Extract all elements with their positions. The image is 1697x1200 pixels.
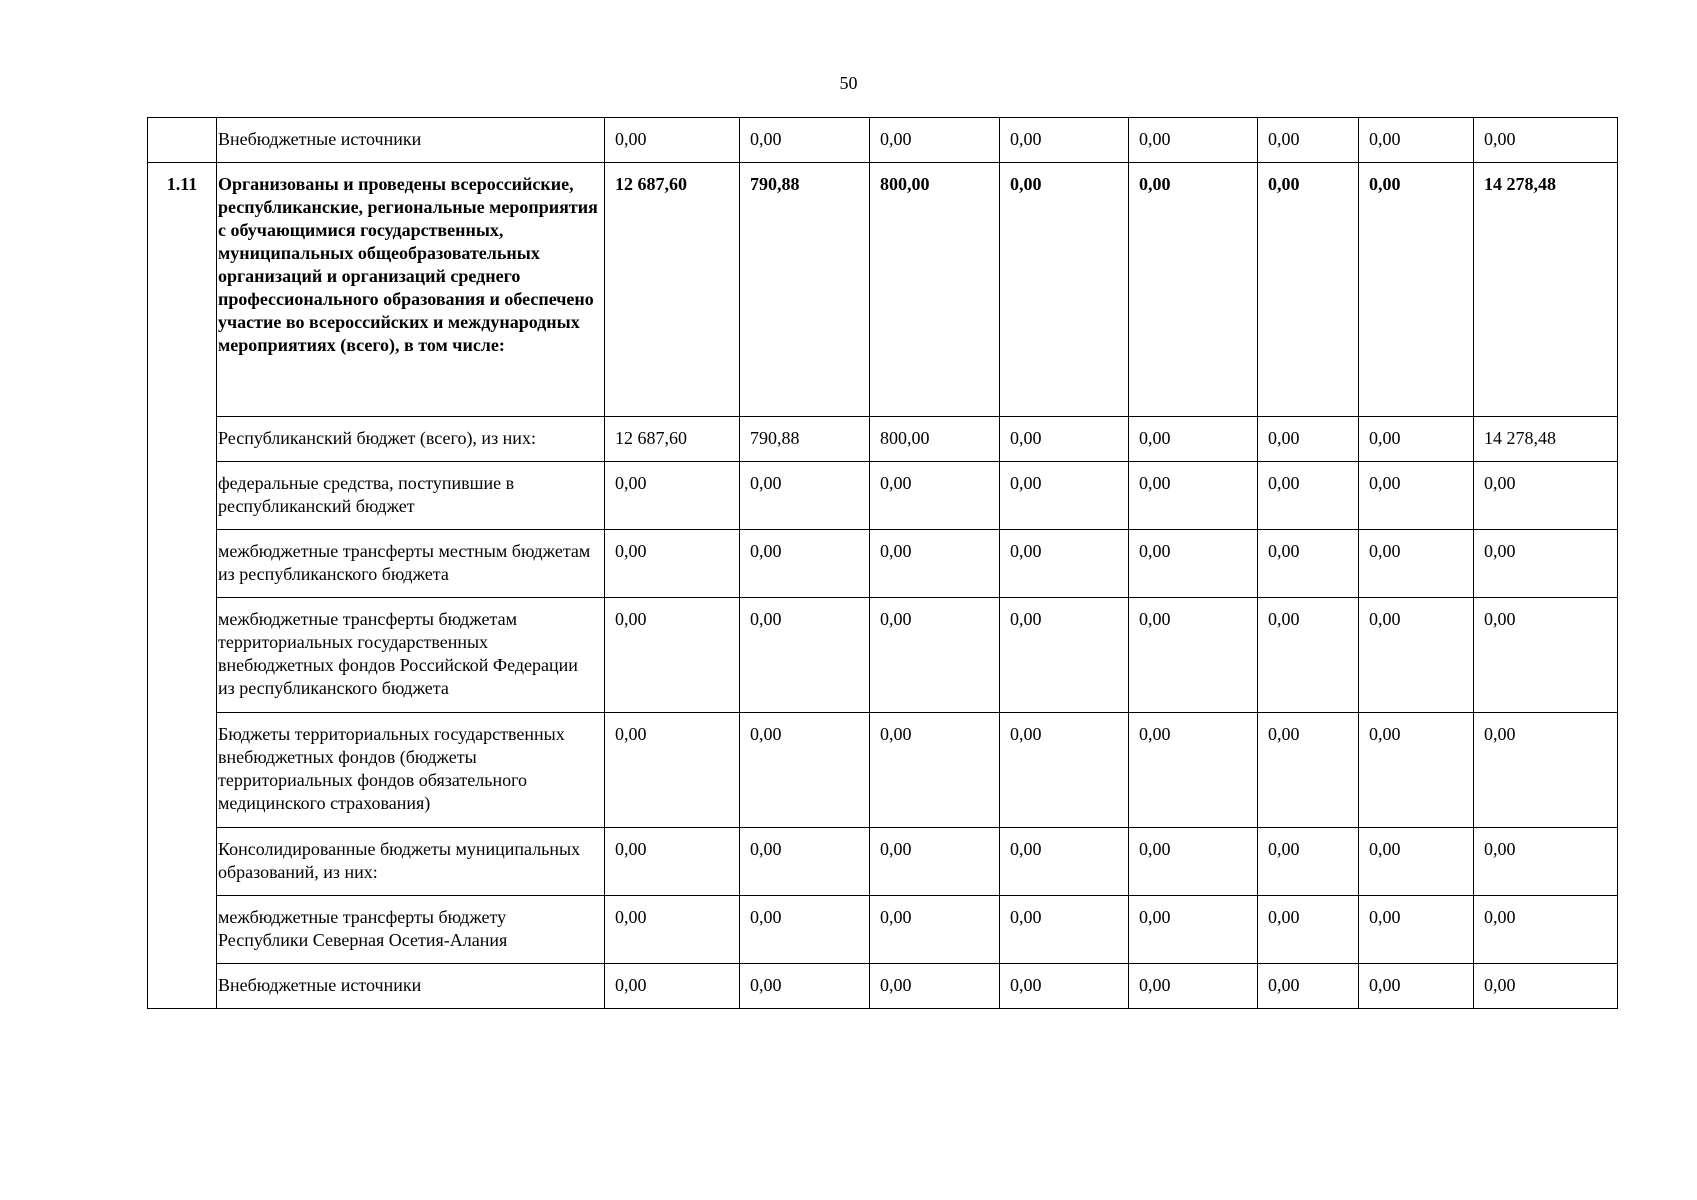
value-cell: 0,00	[740, 118, 870, 163]
table-row	[148, 828, 1618, 896]
value-cell: 0,00	[740, 598, 870, 713]
value-cell: 0,00	[1000, 713, 1129, 828]
value-cell: 0,00	[1258, 530, 1359, 598]
value-cell: 0,00	[870, 530, 1000, 598]
value-cell: 0,00	[605, 530, 740, 598]
value-cell: 0,00	[1359, 417, 1474, 462]
value-cell: 0,00	[870, 462, 1000, 530]
value-cell: 0,00	[870, 828, 1000, 896]
page-number: 50	[839, 73, 858, 93]
value-cell: 0,00	[605, 964, 740, 1009]
value-cell: 0,00	[1359, 896, 1474, 964]
value-cell: 0,00	[1474, 598, 1618, 713]
value-cell: 0,00	[605, 828, 740, 896]
value-cell: 0,00	[870, 713, 1000, 828]
value-cell: 0,00	[605, 713, 740, 828]
value-cell: 0,00	[1000, 163, 1129, 417]
value-cell: 14 278,48	[1474, 163, 1618, 417]
value-cell: 0,00	[1000, 598, 1129, 713]
value-cell: 0,00	[740, 896, 870, 964]
value-cell: 0,00	[1000, 462, 1129, 530]
value-cell: 0,00	[1129, 713, 1258, 828]
value-cell: 0,00	[1359, 530, 1474, 598]
value-cell: 0,00	[605, 598, 740, 713]
value-cell: 790,88	[740, 163, 870, 417]
value-cell: 0,00	[1258, 462, 1359, 530]
value-cell: 0,00	[1359, 118, 1474, 163]
value-cell: 0,00	[1359, 713, 1474, 828]
value-cell: 0,00	[740, 713, 870, 828]
row-label: Организованы и проведены всероссийские, республиканские, региональные мероприятия с обучающимися государственных, муниципальных общеобразовательных организаций и организаций среднего профессионального образования и обеспечено участие во всероссийских и международных мероприятиях (всего), в том числе:	[217, 163, 605, 417]
value-cell: 0,00	[740, 462, 870, 530]
value-cell: 0,00	[740, 828, 870, 896]
table-row	[148, 163, 1618, 417]
value-cell: 0,00	[1258, 828, 1359, 896]
value-cell: 0,00	[1258, 417, 1359, 462]
value-cell: 0,00	[1474, 462, 1618, 530]
row-label: межбюджетные трансферты местным бюджетам из республиканского бюджета	[217, 530, 605, 598]
value-cell: 0,00	[1129, 163, 1258, 417]
value-cell: 12 687,60	[605, 163, 740, 417]
value-cell: 0,00	[870, 964, 1000, 1009]
value-cell: 0,00	[1129, 598, 1258, 713]
value-cell: 0,00	[605, 118, 740, 163]
table-row	[148, 964, 1618, 1009]
value-cell: 0,00	[740, 530, 870, 598]
row-label: Внебюджетные источники	[217, 118, 605, 163]
table-row	[148, 118, 1618, 163]
value-cell: 14 278,48	[1474, 417, 1618, 462]
table-row	[148, 896, 1618, 964]
value-cell: 790,88	[740, 417, 870, 462]
row-label: федеральные средства, поступившие в республиканский бюджет	[217, 462, 605, 530]
value-cell: 0,00	[1359, 163, 1474, 417]
value-cell: 0,00	[1129, 462, 1258, 530]
table-row	[148, 417, 1618, 462]
value-cell: 0,00	[1000, 896, 1129, 964]
value-cell: 0,00	[1258, 964, 1359, 1009]
row-number-cell	[148, 118, 217, 163]
value-cell: 0,00	[1000, 530, 1129, 598]
row-label: межбюджетные трансферты бюджетам территориальных государственных внебюджетных фондов Российской Федерации из республиканского бюджета	[217, 598, 605, 713]
value-cell: 0,00	[1258, 896, 1359, 964]
value-cell: 0,00	[1474, 828, 1618, 896]
value-cell: 0,00	[1258, 713, 1359, 828]
value-cell: 0,00	[1474, 118, 1618, 163]
value-cell: 0,00	[1129, 896, 1258, 964]
row-label: межбюджетные трансферты бюджету Республики Северная Осетия-Алания	[217, 896, 605, 964]
value-cell: 0,00	[1129, 118, 1258, 163]
row-label: Внебюджетные источники	[217, 964, 605, 1009]
value-cell: 0,00	[740, 964, 870, 1009]
value-cell: 0,00	[1129, 417, 1258, 462]
value-cell: 800,00	[870, 163, 1000, 417]
value-cell: 0,00	[870, 896, 1000, 964]
value-cell: 0,00	[1359, 598, 1474, 713]
value-cell: 0,00	[870, 118, 1000, 163]
table-row	[148, 598, 1618, 713]
value-cell: 0,00	[1000, 964, 1129, 1009]
value-cell: 0,00	[1129, 530, 1258, 598]
row-label: Консолидированные бюджеты муниципальных образований, из них:	[217, 828, 605, 896]
value-cell: 0,00	[870, 598, 1000, 713]
value-cell: 0,00	[1000, 828, 1129, 896]
value-cell: 12 687,60	[605, 417, 740, 462]
value-cell: 0,00	[1359, 828, 1474, 896]
value-cell: 0,00	[605, 462, 740, 530]
value-cell: 0,00	[1258, 118, 1359, 163]
row-label: Республиканский бюджет (всего), из них:	[217, 417, 605, 462]
table-row	[148, 713, 1618, 828]
value-cell: 0,00	[1359, 462, 1474, 530]
row-number: 1.11	[148, 163, 217, 1009]
table-row	[148, 462, 1618, 530]
value-cell: 0,00	[1258, 163, 1359, 417]
value-cell: 0,00	[1474, 896, 1618, 964]
value-cell: 0,00	[1474, 964, 1618, 1009]
value-cell: 0,00	[1129, 964, 1258, 1009]
value-cell: 0,00	[1129, 828, 1258, 896]
table-row	[148, 530, 1618, 598]
value-cell: 0,00	[1474, 530, 1618, 598]
value-cell: 0,00	[1474, 713, 1618, 828]
value-cell: 0,00	[1359, 964, 1474, 1009]
row-label: Бюджеты территориальных государственных внебюджетных фондов (бюджеты территориальных фондов обязательного медицинского страхования)	[217, 713, 605, 828]
value-cell: 0,00	[1000, 118, 1129, 163]
value-cell: 0,00	[1000, 417, 1129, 462]
value-cell: 800,00	[870, 417, 1000, 462]
value-cell: 0,00	[1258, 598, 1359, 713]
budget-table	[147, 117, 1618, 1009]
value-cell: 0,00	[605, 896, 740, 964]
